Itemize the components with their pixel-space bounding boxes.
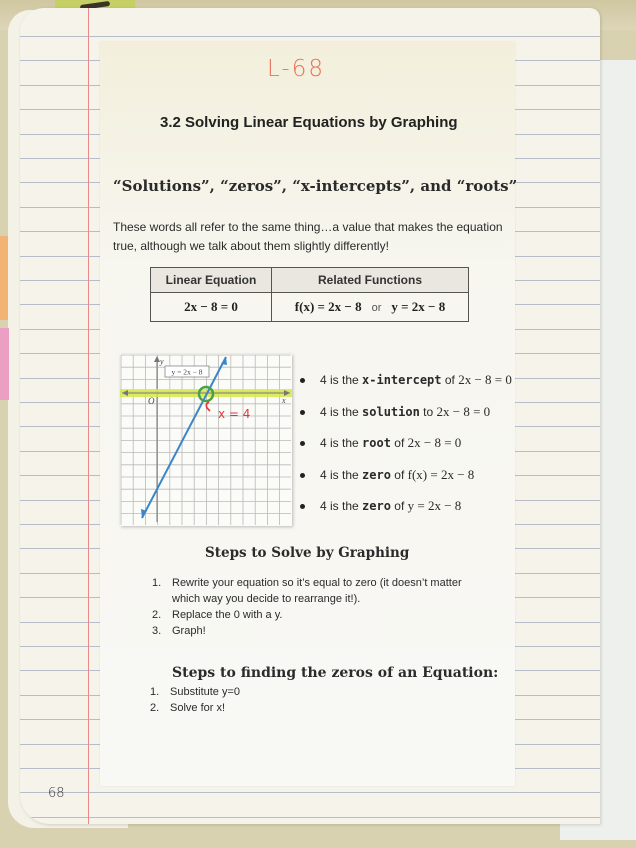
svg-text:y = 2x − 8: y = 2x − 8 [171,367,203,377]
definition-bullets [300,372,512,530]
cell-equation: 2x − 8 = 0 [151,293,272,322]
cell-functions: f(x) = 2x − 8 or y = 2x − 8 [272,293,469,322]
margin-line [88,8,89,824]
step-item: 2. Solve for x! [150,702,226,714]
steps-graphing-heading: Steps to Solve by Graphing [205,545,410,561]
lesson-number: L-68 [267,56,325,82]
bullet-item: 4 is the root of 2x − 8 = 0 [300,435,512,467]
step-item: 2. Replace the 0 with a y. [152,609,283,621]
line-y-2x-8 [142,357,226,518]
header-linear-equation: Linear Equation [151,268,272,293]
bullet-item: 4 is the solution to 2x − 8 = 0 [300,404,512,436]
section-heading: “Solutions”, “zeros”, “x-intercepts”, and “roots” [113,177,518,195]
ruled-line [20,36,600,37]
page-number: 68 [48,786,65,801]
bullet-item: 4 is the zero of y = 2x − 8 [300,498,512,530]
svg-text:x = 4: x = 4 [218,407,251,421]
orange-sticky-tab [0,236,8,320]
intro-text: These words all refer to the same thing…a value that makes the equation true, although we talk about them slightly differently! [113,220,503,253]
step-item: 1. Rewrite your equation so it’s equal to zero (it doesn’t matter which way you decide to rearrange it!). [152,577,462,605]
ruled-line [20,792,600,793]
step-item: 1. Substitute y=0 [150,686,241,698]
bullet-item: 4 is the zero of f(x) = 2x − 8 [300,467,512,499]
steps-graphing-list [152,575,492,639]
svg-text:x: x [282,396,286,405]
svg-text:O: O [148,396,155,406]
steps-zeros-heading: Steps to finding the zeros of an Equation: [172,665,499,681]
ruled-line [20,817,600,818]
steps-zeros-list [150,684,450,716]
pink-sticky-tab [0,328,9,400]
equation-table [150,267,469,322]
svg-text:y: y [160,357,164,366]
graph-y-2x-8 [120,354,292,526]
bullet-item: 4 is the x-intercept of 2x − 8 = 0 [300,372,512,404]
step-item: 3. Graph! [152,625,206,637]
page-title: 3.2 Solving Linear Equations by Graphing [160,114,458,131]
header-related-functions: Related Functions [272,268,469,293]
